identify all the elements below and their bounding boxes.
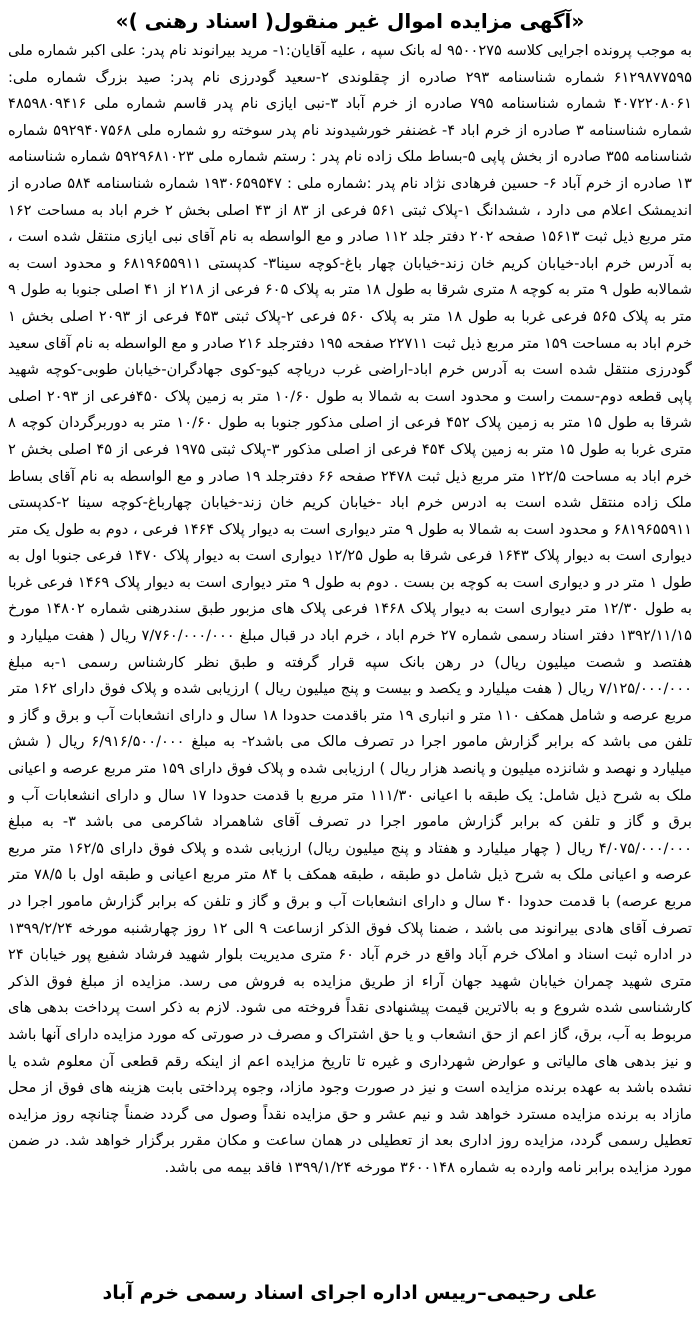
- notice-signature: علی رحیمی–رییس اداره اجرای اسناد رسمی خرم آباد: [102, 1282, 598, 1304]
- notice-title: «آگهی مزایده اموال غیر منقول( اسناد رهنی )»: [115, 9, 585, 33]
- notice-body: [8, 38, 692, 1272]
- notice-body-text: به موجب پرونده اجرایی کلاسه ۹۵۰۰۲۷۵ له بانک سپه ، علیه آقایان:۱- مرید بیرانوند نام پدر: علی اکبر شماره ملی ۶۱۲۹۸۷۷۵۹۵ شماره شناسنامه ۲۹۳ صادره از چقلوندی ۲-سعید گودرزی نام پدر: صید بزرگ شماره ملی: ۴۰۷۲۲۰۸۰۶۱ شماره شناسنامه ۷۹۵ صادره از خرم آباد ۳-نبی ایازی نام پدر قاسم شماره ملی ۴۸۵۹۸۰۹۴۱۶ شماره شناسنامه ۳ صادره از خرم اباد ۴- غضنفر خورشیدوند نام پدر سوخته رو شماره ملی ۵۹۲۹۴۰۷۵۶۸ شماره شناسنامه ۳۵۵ صادره از بخش پاپی ۵-بساط ملک زاده نام پدر : رستم شماره ملی ۵۹۲۹۶۸۱۰۲۳ شماره شناسنامه ۱۳ صادره از خرم آباد ۶- حسین فرهادی نژاد نام پدر :شماره ملی : ۱۹۳۰۶۵۹۵۴۷ شماره شناسنامه ۵۸۴ صادره از اندیمشک اعلام می دارد ، ششدانگ ۱-پلاک ثبتی ۵۶۱ فرعی از ۸۳ از ۴۳ اصلی بخش ۲ خرم اباد به مساحت ۱۶۲ متر مربع ذیل ثبت ۱۵۶۱۳ صفحه ۲۰۲ دفتر جلد ۱۱۲ صادر و مع الواسطه به نام آقای نبی ایازی منتقل شده است ، به آدرس خرم اباد-خیابان کریم خان زند-خیابان چهار باغ-کوچه سینا۳- کدپستی ۶۸۱۹۶۵۵۹۱۱ و محدود است به شمالابه طول ۹ متر به کوچه ۸ متری شرقا به طول ۱۸ متر به پلاک ۶۰۵ فرعی از ۲۱۸ از ۴۱ اصلی جنوبا به طول ۹ متر به پلاک ۵۶۵ فرعی غربا به طول ۱۸ متر به پلاک ۵۶۰ فرعی ۲-پلاک ثبتی ۴۵۳ فرعی از ۲۰۹۳ اصلی بخش ۱ خرم اباد به مساحت ۱۵۹ متر مربع ذیل ثبت ۲۲۷۱۱ صفحه ۱۹۵ دفترجلد ۲۱۶ صادر و مع الواسطه به نام آقای سعید گودرزی منتقل شده است به آدرس خرم اباد-اراضی غرب دریاچه کیو-کوی جهادگران-خیابان طوبی-کوچه شهید پاپی قطعه دوم-سمت راست و محدود است به شمالا به طول ۱۰/۶۰ متر به زمین پلاک ۴۵۰فرعی از ۲۰۹۳ اصلی شرقا به طول ۱۵ متر به زمین پلاک ۴۵۲ فرعی از اصلی مذکور جنوبا به طول ۱۰/۶۰ متر به دوربرگردان کوچه ۸ متری غربا به طول ۱۵ متر به زمین پلاک ۴۵۴ فرعی از اصلی مذکور ۳-پلاک ثبتی ۱۹۷۵ فرعی از ۴۵ اصلی بخش ۲ خرم اباد به مساحت ۱۲۲/۵ متر مربع ذیل ثبت ۲۴۷۸ صفحه ۶۶ دفترجلد ۱۹ صادر و مع الواسطه به نام آقای بساط ملک زاده منتقل شده است به ادرس خرم اباد -خیابان کریم خان زند-خیابان چهارباغ-کوچه سینا ۲-کدپستی ۶۸۱۹۶۵۵۹۱۱ و محدود است به شمالا به طول ۹ متر دیواری است به دیوار پلاک ۱۴۶۴ فرعی ، دوم به طول یک متر دیواری است به دیوار پلاک ۱۶۴۳ فرعی شرقا به طول ۱۲/۲۵ دیواری است به دیوار پلاک ۱۴۷۰ فرعی جنوبا اول به طول ۱ متر در و دیواری است به کوچه بن بست . دوم به طول ۹ متر دیواری است به دیوار پلاک ۱۴۶۹ فرعی غربا به طول ۱۲/۳۰ متر دیواری است به دیوار پلاک ۱۴۶۸ فرعی پلاک های مزبور طبق سندرهنی شماره ۱۴۸۰۲ مورخ ۱۳۹۲/۱۱/۱۵ دفتر اسناد رسمی شماره ۲۷ خرم اباد ، خرم اباد در قبال مبلغ ۷/۷۶۰/۰۰۰/۰۰۰ ریال ( هفت میلیارد و هفتصد و شصت میلیون ریال) در رهن بانک سپه قرار گرفته و طبق نظر کارشناس رسمی ۱-به مبلغ ۷/۱۲۵/۰۰۰/۰۰۰ ریال ( هفت میلیارد و یکصد و بیست و پنج میلیون ریال ) ارزیابی شده و پلاک فوق دارای ۱۶۲ متر مربع عرصه و شامل همکف ۱۱۰ متر و انباری ۱۹ متر باقدمت حدودا ۱۸ سال و دارای انشعابات آب و برق و گاز و تلفن می باشد که برابر گزارش مامور اجرا در تصرف مالک می باشد۲- به مبلغ ۶/۹۱۶/۵۰۰/۰۰۰ ریال ( شش میلیارد و نهصد و شانزده میلیون و پانصد هزار ریال ) ارزیابی شده و پلاک فوق دارای ۱۵۹ متر مربع عرصه و اعیانی ملک به شرح ذیل شامل: یک طبقه با اعیانی ۱۱۱/۳۰ متر مربع با قدمت حدودا ۱۷ سال و دارای انشعابات آب و برق و گاز و تلفن که برابر گزارش مامور اجرا در تصرف آقای شاهمراد شاکرمی می باشد ۳- به مبلغ ۴/۰۷۵/۰۰۰/۰۰۰ ریال ( چهار میلیارد و هفتاد و پنج میلیون ریال) ارزیابی شده و پلاک فوق دارای ۱۶۲/۵ متر مربع عرصه و اعیانی ملک به شرح ذیل شامل دو طبقه ، طبقه همکف با ۸۴ متر مربع اعیانی و طبقه اول با ۷۸/۵ متر مربع عرصه) با قدمت حدودا ۴۰ سال و دارای انشعابات آب و برق و گاز و تلفن که برابر گزارش مامور اجرا در تصرف آقای هادی بیرانوند می باشد ، ضمنا پلاک فوق الذکر ازساعت ۹ الی ۱۲ روز چهارشنبه مورخه ۱۳۹۹/۲/۲۴ در اداره ثبت اسناد و املاک خرم آباد واقع در خرم آباد ۶۰ متری مدیریت بلوار شهید فرشاد شفیع پور خیابان ۲۴ متری شهید چمران خیابان شهید جهان آراء از طریق مزایده به فروش می رسد. مزایده از مبلغ فوق الذکر کارشناسی شده شروع و به بالاترین قیمت پیشنهادی نقداً فروخته می شود. لازم به ذکر است پرداخت بدهی های مربوط به آب، برق، گاز اعم از حق انشعاب و یا حق اشتراک و مصرف در صورتی که مورد مزایده دارای آنها باشد و نیز بدهی های مالیاتی و عوارض شهرداری و غیره تا تاریخ مزایده اعم از اینکه رقم قطعی آن معلوم شده یا نشده باشد به عهده برنده مزایده است و نیز در صورت وجود مازاد، وجوه پرداختی بابت هزینه های فوق از محل مازاد به برنده مزایده مسترد خواهد شد و نیم عشر و حق مزایده نقداً وصول می گردد ضمناً چنانچه روز مزایده تعطیل رسمی گردد، مزایده روز اداری بعد از تعطیلی در همان ساعت و مکان مقرر برگزار خواهد شد. در ضمن مورد مزایده برابر نامه وارده به شماره ۳۶۰۰۱۴۸ مورخه ۱۳۹۹/۱/۲۴ فاقد بیمه می باشد.: [8, 42, 692, 1176]
